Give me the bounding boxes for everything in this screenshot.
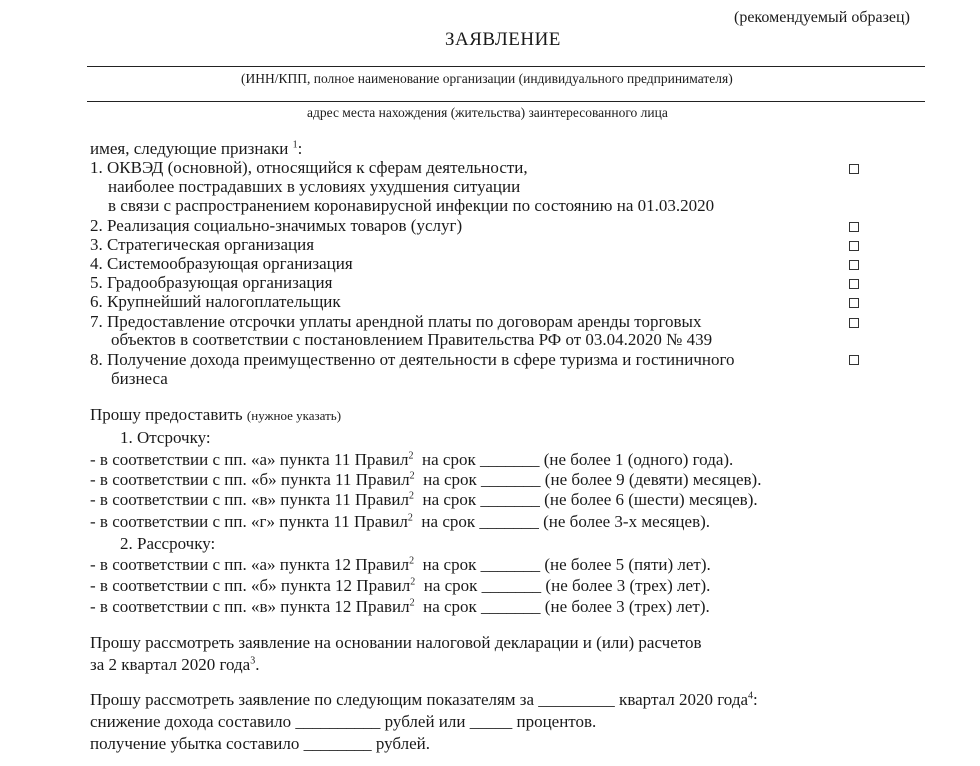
deferral-option-c: - в соответствии с пп. «в» пункта 11 Правил$^2$ на срок _______ (не более 6 (шести) месяцев). xyxy=(90,490,758,509)
feature-1-line-3: в связи с распространением коронавирусной инфекции по состоянию на 01.03.2020 xyxy=(108,196,715,215)
indicators-line-1: Прошу рассмотреть заявление по следующим показателям за _________ квартал 2020 года$^4$: xyxy=(90,690,758,709)
declaration-line-2: за 2 квартал 2020 года$^3$. xyxy=(90,655,260,674)
org-field-line[interactable] xyxy=(87,66,925,67)
indicators-loss: получение убытка составило ________ рублей. xyxy=(90,734,430,753)
feature-1-line-2: наиболее пострадавших в условиях ухудшения ситуации xyxy=(108,177,521,196)
feature-8-line-1: 8. Получение дохода преимущественно от деятельности в сфере туризма и гостиничного xyxy=(90,350,735,369)
request-intro: Прошу предоставить (нужное указать) xyxy=(90,405,342,424)
installment-heading: 2. Рассрочку: xyxy=(120,534,216,553)
feature-2: 2. Реализация социально-значимых товаров (услуг) xyxy=(90,216,463,235)
feature-5: 5. Градообразующая организация xyxy=(90,273,333,292)
document-title: ЗАЯВЛЕНИЕ xyxy=(445,29,561,50)
features-intro: имея, следующие признаки $^1$: xyxy=(90,139,303,158)
installment-option-b: - в соответствии с пп. «б» пункта 12 Правил$^2$ на срок _______ (не более 3 (трех) лет). xyxy=(90,576,711,595)
deferral-heading: 1. Отсрочку: xyxy=(120,428,211,447)
deferral-option-d: - в соответствии с пп. «г» пункта 11 Правил$^2$ на срок _______ (не более 3-х месяцев). xyxy=(90,512,711,531)
feature-8-checkbox[interactable] xyxy=(849,355,859,365)
feature-2-checkbox[interactable] xyxy=(849,222,859,232)
feature-7-line-1: 7. Предоставление отсрочки уплаты арендной платы по договорам аренды торговых xyxy=(90,312,702,331)
org-field-caption: (ИНН/КПП, полное наименование организации (индивидуального предпринимателя) xyxy=(241,71,733,86)
feature-1-checkbox[interactable] xyxy=(849,164,859,174)
feature-3: 3. Стратегическая организация xyxy=(90,235,315,254)
deferral-option-b: - в соответствии с пп. «б» пункта 11 Правил$^2$ на срок _______ (не более 9 (девяти) месяцев). xyxy=(90,470,762,489)
feature-5-checkbox[interactable] xyxy=(849,279,859,289)
feature-7-checkbox[interactable] xyxy=(849,318,859,328)
indicators-income-decrease: снижение дохода составило __________ рублей или _____ процентов. xyxy=(90,712,597,731)
address-field-line[interactable] xyxy=(87,101,925,102)
recommended-sample-note: (рекомендуемый образец) xyxy=(734,9,910,26)
installment-option-c: - в соответствии с пп. «в» пункта 12 Правил$^2$ на срок _______ (не более 3 (трех) лет). xyxy=(90,597,710,616)
feature-8-line-2: бизнеса xyxy=(111,369,168,388)
declaration-line-1: Прошу рассмотреть заявление на основании налоговой декларации и (или) расчетов xyxy=(90,633,702,652)
installment-option-a: - в соответствии с пп. «а» пункта 12 Правил$^2$ на срок _______ (не более 5 (пяти) лет). xyxy=(90,555,711,574)
feature-4-checkbox[interactable] xyxy=(849,260,859,270)
feature-3-checkbox[interactable] xyxy=(849,241,859,251)
feature-6-checkbox[interactable] xyxy=(849,298,859,308)
deferral-option-a: - в соответствии с пп. «а» пункта 11 Правил$^2$ на срок _______ (не более 1 (одного) года). xyxy=(90,450,734,469)
feature-4: 4. Системообразующая организация xyxy=(90,254,353,273)
feature-1-line-1: 1. ОКВЭД (основной), относящийся к сферам деятельности, xyxy=(90,158,528,177)
address-field-caption: адрес места нахождения (жительства) заинтересованного лица xyxy=(307,105,668,120)
feature-6: 6. Крупнейший налогоплательщик xyxy=(90,292,341,311)
feature-7-line-2: объектов в соответствии с постановлением Правительства РФ от 03.04.2020 № 439 xyxy=(111,330,713,349)
